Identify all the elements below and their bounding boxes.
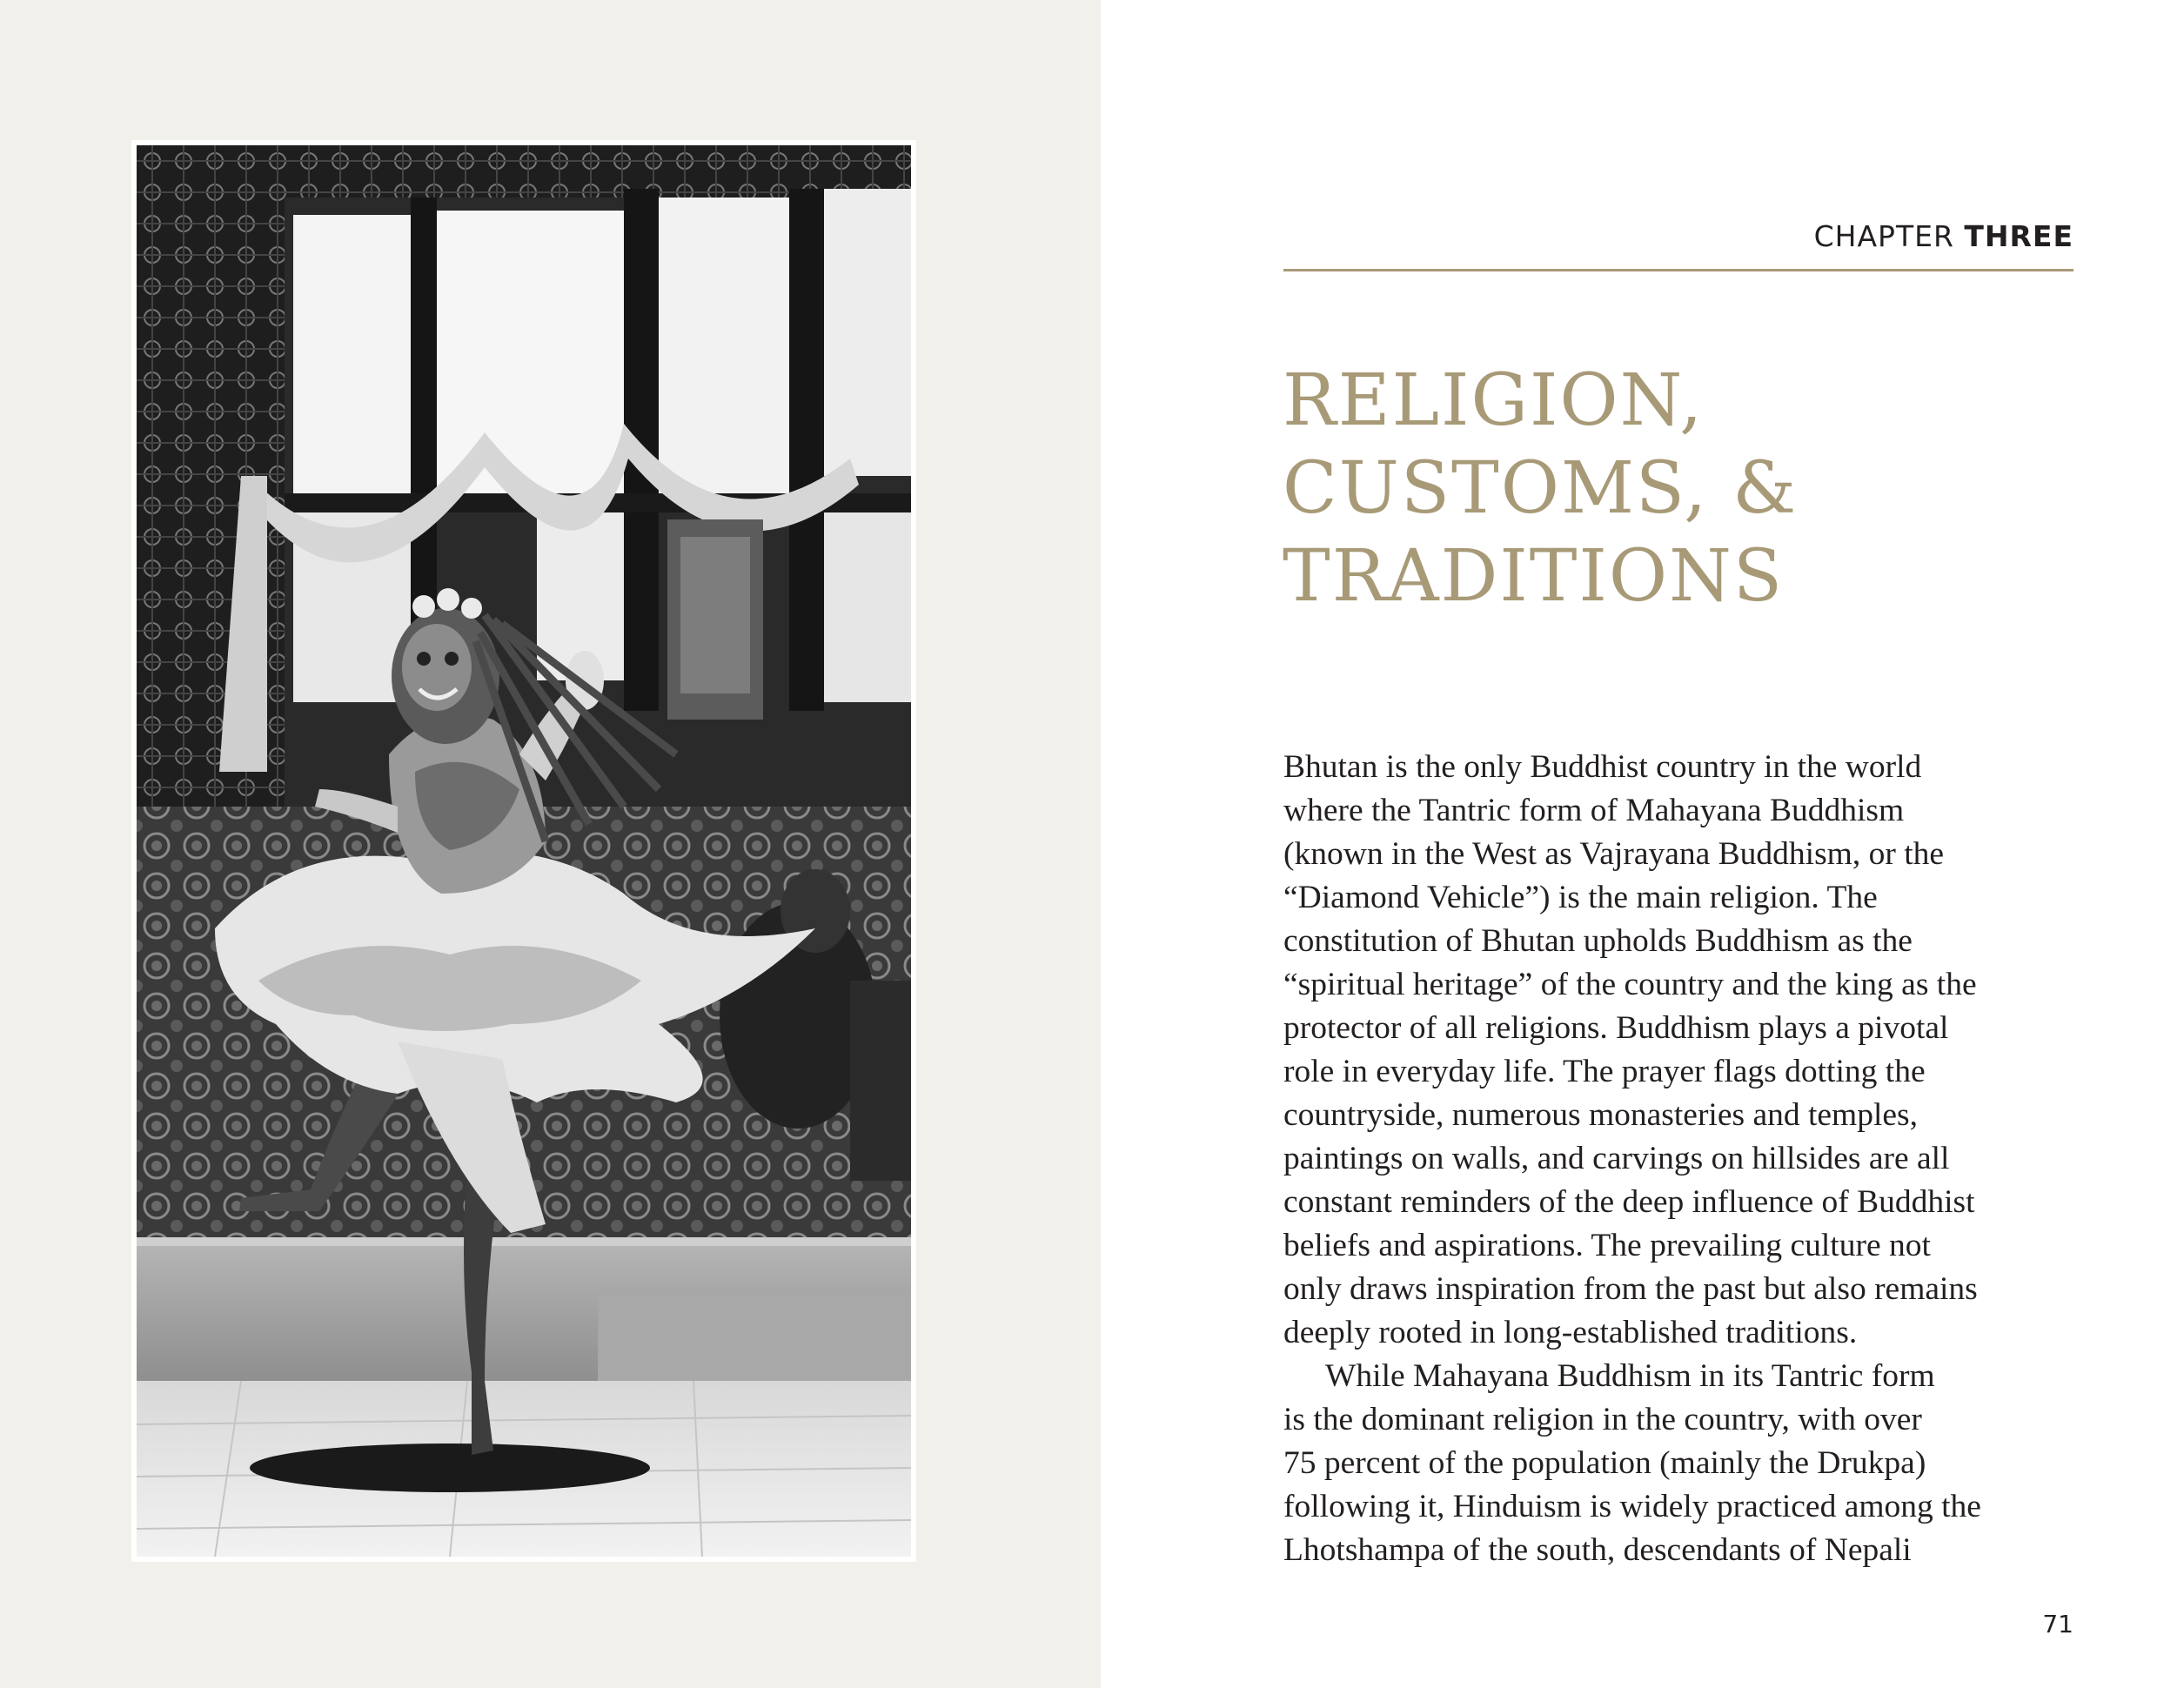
body-line: countryside, numerous monasteries and temples,	[1283, 1097, 1918, 1133]
body-line: Lhotshampa of the south, descendants of Nepali	[1283, 1532, 1912, 1568]
body-line: constitution of Bhutan upholds Buddhism as the	[1283, 923, 1913, 959]
body-line: deeply rooted in long-established traditions.	[1283, 1315, 1858, 1350]
body-text	[1283, 746, 2097, 1572]
body-line: is the dominant religion in the country, with over	[1283, 1402, 1922, 1437]
chapter-title	[1283, 357, 2066, 620]
body-line: where the Tantric form of Mahayana Buddhism	[1283, 793, 1905, 828]
page-number: 71	[2042, 1610, 2073, 1638]
chapter-title-line: RELIGION,	[1283, 359, 1705, 442]
body-line: (known in the West as Vajrayana Buddhism, or the	[1283, 836, 1945, 872]
right-page	[1101, 0, 2184, 1688]
body-line: While Mahayana Buddhism in its Tantric form	[1325, 1358, 1935, 1394]
body-line: constant reminders of the deep influence of Buddhist	[1283, 1184, 1975, 1220]
body-line: “spiritual heritage” of the country and the king as the	[1283, 967, 1977, 1002]
body-line: beliefs and aspirations. The prevailing culture not	[1283, 1228, 1931, 1263]
masked-dancer-photo	[137, 145, 911, 1557]
chapter-label-number: THREE	[1964, 219, 2073, 253]
body-line: 75 percent of the population (mainly the Drukpa)	[1283, 1445, 1926, 1481]
chapter-label-prefix: CHAPTER	[1813, 219, 1965, 253]
body-line: role in everyday life. The prayer flags dotting the	[1283, 1054, 1926, 1089]
body-line: Bhutan is the only Buddhist country in the world	[1283, 749, 1922, 785]
chapter-label	[1814, 219, 2073, 253]
body-line: paintings on walls, and carvings on hillsides are all	[1283, 1141, 1950, 1176]
body-line: only draws inspiration from the past but also remains	[1283, 1271, 1978, 1307]
body-line: protector of all religions. Buddhism plays a pivotal	[1283, 1010, 1949, 1046]
chapter-divider	[1283, 269, 2073, 271]
chapter-title-line: CUSTOMS, &	[1283, 447, 1799, 530]
chapter-title-line: TRADITIONS	[1283, 535, 1785, 618]
photo-frame	[131, 140, 916, 1562]
body-line: following it, Hinduism is widely practiced among the	[1283, 1489, 1981, 1524]
body-line: “Diamond Vehicle”) is the main religion. The	[1283, 880, 1878, 915]
